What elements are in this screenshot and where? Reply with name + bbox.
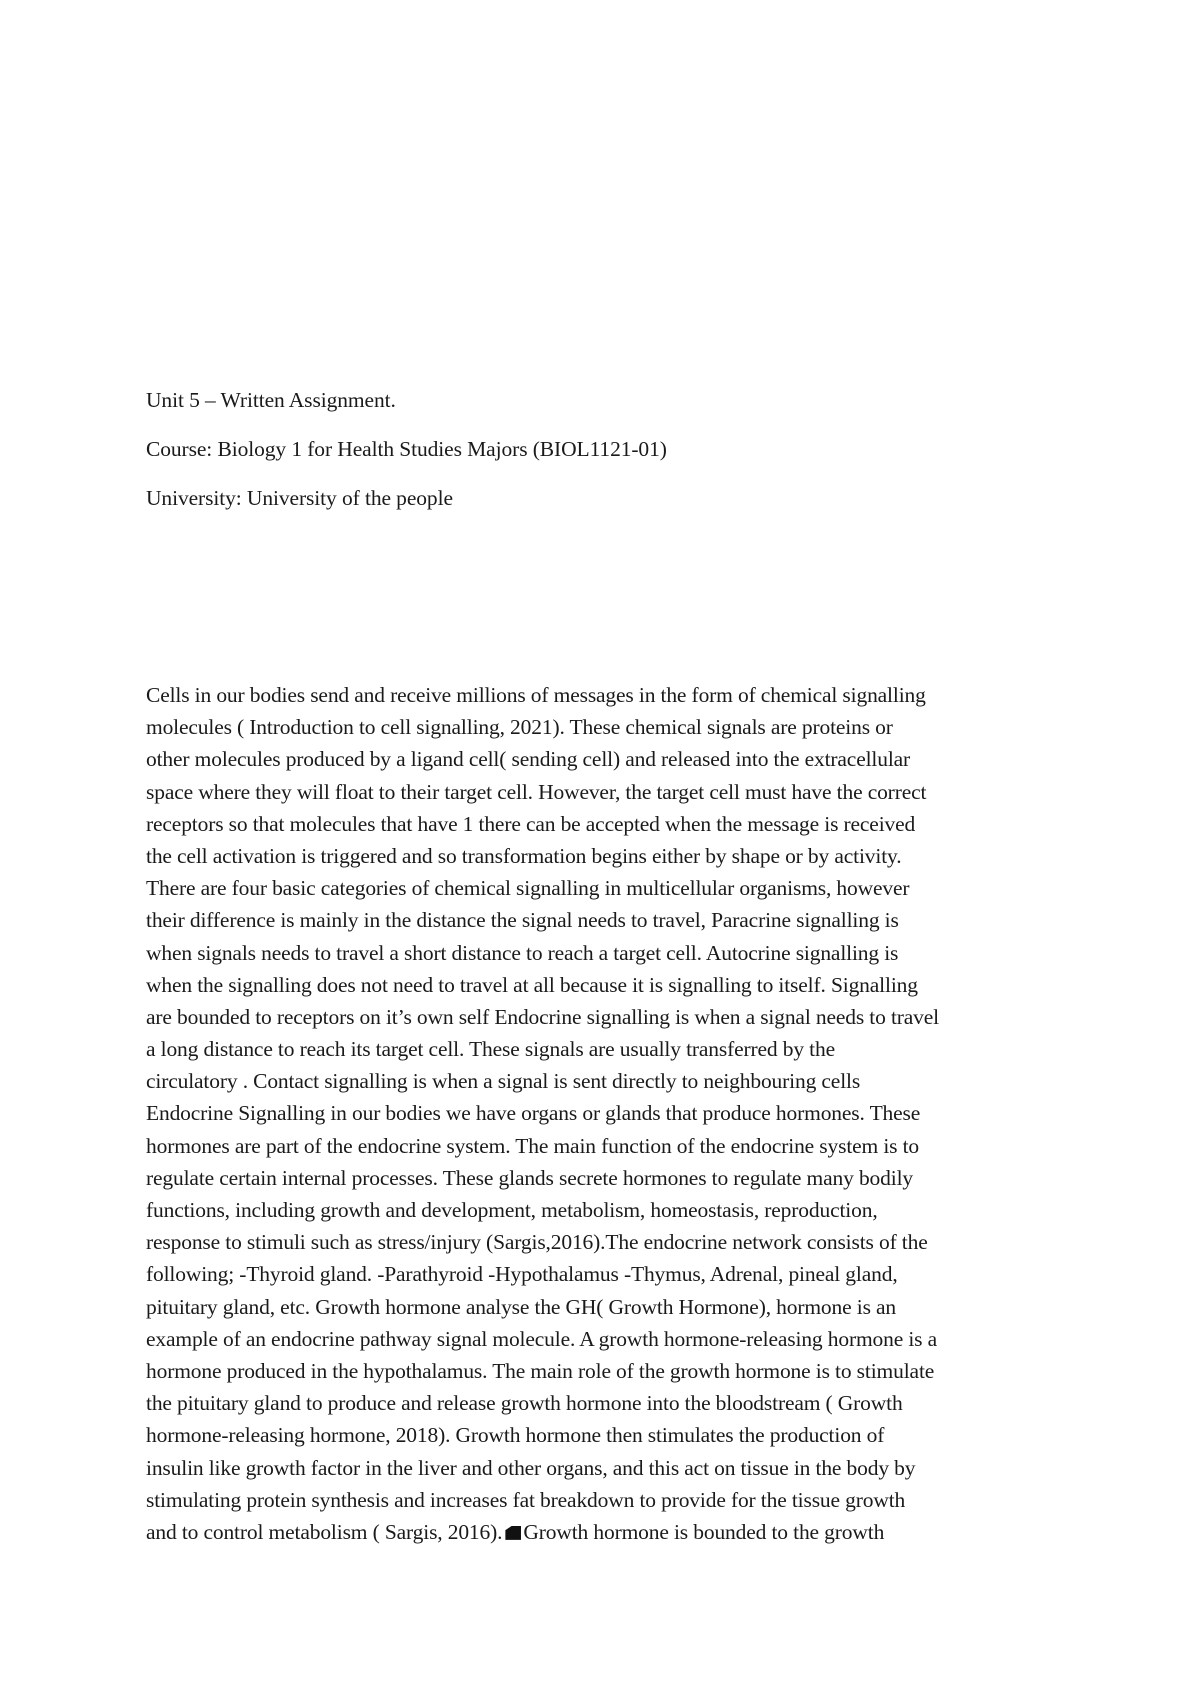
text-line: when the signalling does not need to travel at all because it is signalling to itself. Signalling [146, 972, 918, 997]
text-line: circulatory . Contact signalling is when a signal is sent directly to neighbouring cells [146, 1069, 861, 1094]
text-line: molecules ( Introduction to cell signalling, 2021). These chemical signals are proteins or [146, 715, 893, 740]
text-line: hormone-releasing hormone, 2018). Growth hormone then stimulates the production of [146, 1423, 885, 1448]
text-line: the pituitary gland to produce and release growth hormone into the bloodstream ( Growth [146, 1391, 903, 1416]
text-line: regulate certain internal processes. These glands secrete hormones to regulate many bodily [146, 1165, 913, 1190]
text-segment: Growth hormone is bounded to the growth [523, 1519, 885, 1544]
text-line: pituitary gland, etc. Growth hormone analyse the GH( Growth Hormone), hormone is an [146, 1294, 897, 1319]
text-line: other molecules produced by a ligand cell( sending cell) and released into the extracellular [146, 747, 911, 772]
text-line: receptors so that molecules that have 1 there can be accepted when the message is received [146, 811, 916, 836]
course-line: Course: Biology 1 for Health Studies Majors (BIOL1121-01) [146, 437, 667, 461]
text-line: functions, including growth and development, metabolism, homeostasis, reproduction, [146, 1198, 878, 1222]
text-line: response to stimuli such as stress/injury (Sargis,2016).The endocrine network consists of the [146, 1230, 928, 1255]
text-line: stimulating protein synthesis and increases fat breakdown to provide for the tissue growth [146, 1487, 906, 1512]
assignment-header [146, 388, 1046, 535]
text-segment: and to control metabolism ( Sargis, 2016). [146, 1519, 503, 1544]
university-line: University: University of the people [146, 486, 453, 510]
text-line: the cell activation is triggered and so transformation begins either by shape or by activity. [146, 843, 902, 868]
text-line: following; -Thyroid gland. -Parathyroid -Hypothalamus -Thymus, Adrenal, pineal gland, [146, 1262, 898, 1287]
text-line: when signals needs to travel a short distance to reach a target cell. Autocrine signalling is [146, 940, 899, 965]
text-line: a long distance to reach its target cell. These signals are usually transferred by the [146, 1037, 835, 1062]
text-line: hormone produced in the hypothalamus. The main role of the growth hormone is to stimulate [146, 1358, 935, 1383]
text-line: example of an endocrine pathway signal molecule. A growth hormone-releasing hormone is a [146, 1326, 938, 1351]
body-text [146, 679, 1076, 1548]
text-line: Endocrine Signalling in our bodies we have organs or glands that produce hormones. These [146, 1101, 921, 1126]
text-line-last [146, 1516, 1076, 1548]
text-line: their difference is mainly in the distance the signal needs to travel, Paracrine signalling is [146, 908, 899, 933]
text-line: Cells in our bodies send and receive millions of messages in the form of chemical signalling [146, 683, 926, 707]
text-line: There are four basic categories of chemical signalling in multicellular organisms, however [146, 876, 910, 901]
text-line: hormones are part of the endocrine system. The main function of the endocrine system is to [146, 1133, 920, 1158]
text-line: space where they will float to their target cell. However, the target cell must have the correct [146, 779, 927, 804]
clapperboard-icon [505, 1526, 521, 1540]
text-line: insulin like growth factor in the liver and other organs, and this act on tissue in the body by [146, 1455, 916, 1480]
text-line: are bounded to receptors on it’s own self Endocrine signalling is when a signal needs to travel [146, 1004, 939, 1029]
assignment-title: Unit 5 – Written Assignment. [146, 388, 396, 412]
